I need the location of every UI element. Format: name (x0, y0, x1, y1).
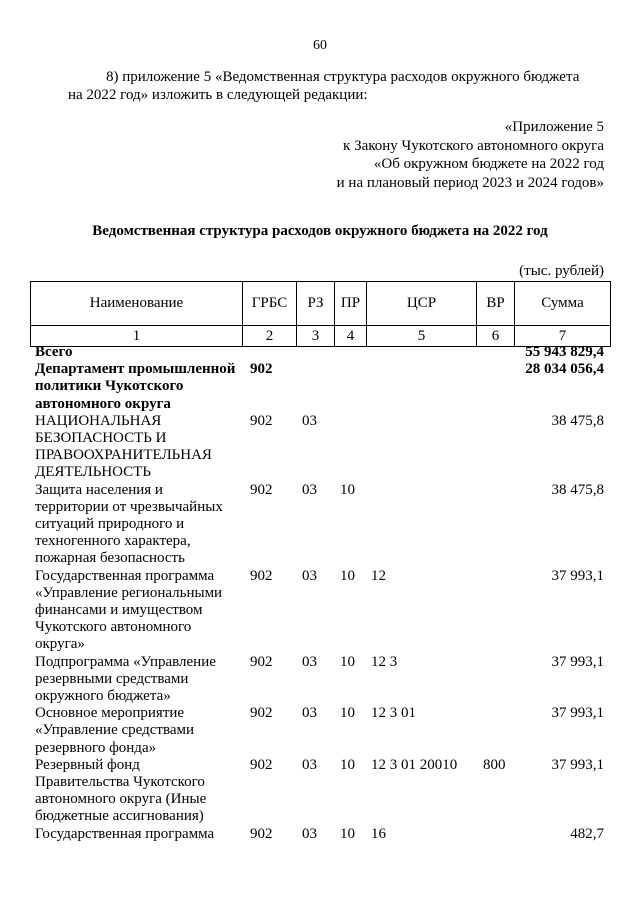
cell-name-line: финансами и имуществом (35, 602, 203, 619)
column-number: 3 (297, 326, 335, 347)
cell-grbs: 902 (250, 653, 273, 670)
cell-csr: 12 3 01 20010 (371, 756, 458, 773)
cell-grbs: 902 (250, 825, 273, 842)
cell-rz: 03 (302, 756, 317, 773)
header-name: Наименование (31, 282, 243, 326)
cell-name-line: ДЕЯТЕЛЬНОСТЬ (35, 464, 151, 481)
column-number: 4 (335, 326, 367, 347)
table-row (0, 568, 640, 654)
cell-pr: 10 (340, 653, 355, 670)
cell-grbs: 902 (250, 412, 273, 429)
cell-rz: 03 (302, 653, 317, 670)
intro-paragraph (68, 68, 613, 104)
cell-name-line: автономного округа (Иные (35, 791, 207, 808)
cell-rz: 03 (302, 705, 317, 722)
column-number: 1 (31, 326, 243, 347)
table-row (0, 826, 640, 843)
table-row (0, 482, 640, 568)
cell-name-line: Подпрограмма «Управление (35, 653, 216, 670)
cell-name (35, 361, 247, 413)
cell-name-line: ПРАВООХРАНИТЕЛЬНАЯ (35, 447, 212, 464)
column-number: 6 (477, 326, 515, 347)
cell-rz: 03 (302, 481, 317, 498)
cell-pr: 10 (340, 567, 355, 584)
cell-sum: 55 943 829,4 (525, 344, 604, 360)
table-row (0, 705, 640, 757)
cell-sum: 37 993,1 (551, 756, 604, 773)
appendix-line: и на плановый период 2023 и 2024 годов» (336, 174, 604, 191)
cell-name-line: окружного бюджета» (35, 688, 171, 705)
cell-name (35, 757, 247, 826)
cell-name-line: Резервный фонд (35, 756, 140, 773)
cell-sum: 38 475,8 (551, 481, 604, 498)
appendix-header (337, 118, 604, 192)
cell-name-line: «Управление региональными (35, 584, 223, 601)
cell-grbs: 902 (250, 361, 273, 378)
column-number: 7 (515, 326, 611, 347)
cell-grbs: 902 (250, 567, 273, 584)
cell-sum: 37 993,1 (551, 567, 604, 584)
cell-name-line: Чукотского автономного (35, 619, 192, 636)
appendix-line: «Приложение 5 (504, 119, 604, 135)
cell-pr: 10 (340, 481, 355, 498)
cell-name-line: резервного фонда» (35, 739, 157, 756)
table-row (0, 361, 640, 413)
header-grbs: ГРБС (243, 282, 297, 326)
table-row (0, 654, 640, 706)
cell-name-line: территории от чрезвычайных (35, 498, 223, 515)
table-body (0, 344, 640, 843)
cell-name-line: Правительства Чукотского (35, 774, 205, 791)
cell-grbs: 902 (250, 705, 273, 722)
table-row (0, 344, 640, 361)
cell-sum: 37 993,1 (551, 653, 604, 670)
page-number: 60 (313, 38, 327, 53)
cell-name-line: резервными средствами (35, 670, 189, 687)
cell-grbs: 902 (250, 756, 273, 773)
cell-name (35, 654, 247, 706)
header-sum: Сумма (515, 282, 611, 326)
header-rz: РЗ (297, 282, 335, 326)
cell-name-line: техногенного характера, (35, 533, 191, 550)
cell-name-line: «Управление средствами (35, 722, 195, 739)
cell-name (35, 568, 247, 654)
cell-csr: 12 (371, 567, 386, 584)
header-csr: ЦСР (367, 282, 477, 326)
cell-sum: 28 034 056,4 (525, 361, 604, 378)
cell-name-line: ситуаций природного и (35, 516, 185, 533)
table-header (30, 281, 611, 347)
cell-rz: 03 (302, 567, 317, 584)
column-number: 5 (367, 326, 477, 347)
cell-name-line: бюджетные ассигнования) (35, 808, 204, 825)
cell-name (35, 482, 247, 568)
table-row (0, 413, 640, 482)
cell-sum: 37 993,1 (551, 705, 604, 722)
cell-pr: 10 (340, 756, 355, 773)
cell-name-line: НАЦИОНАЛЬНАЯ (35, 412, 162, 429)
cell-name-line: Всего (35, 344, 73, 360)
cell-csr: 16 (371, 825, 386, 842)
cell-sum: 38 475,8 (551, 412, 604, 429)
cell-rz: 03 (302, 412, 317, 429)
cell-name-line: Департамент промышленной (35, 361, 236, 378)
header-vr: ВР (477, 282, 515, 326)
cell-name-line: автономного округа (35, 395, 171, 412)
cell-rz: 03 (302, 825, 317, 842)
column-number: 2 (243, 326, 297, 347)
intro-line-1: 8) приложение 5 «Ведомственная структура расходов окружного бюджета (106, 69, 580, 85)
cell-name (35, 705, 247, 757)
cell-name-line: Основное мероприятие (35, 705, 185, 722)
cell-name-line: пожарная безопасность (35, 550, 185, 567)
cell-csr: 12 3 (371, 653, 398, 670)
cell-vr: 800 (483, 756, 506, 773)
cell-name-line: Защита населения и (35, 481, 163, 498)
appendix-line: «Об окружном бюджете на 2022 год (373, 156, 604, 172)
cell-pr: 10 (340, 705, 355, 722)
intro-line-2: на 2022 год» изложить в следующей редакции: (68, 87, 368, 103)
cell-name-line: политики Чукотского (35, 378, 184, 395)
appendix-line: к Закону Чукотского автономного округа (343, 137, 604, 154)
cell-name (35, 826, 247, 843)
cell-name-line: БЕЗОПАСНОСТЬ И (35, 430, 167, 447)
units-label: (тыс. рублей) (519, 263, 604, 279)
cell-grbs: 902 (250, 481, 273, 498)
header-pr: ПР (335, 282, 367, 326)
cell-sum: 482,7 (570, 825, 604, 842)
document-title: Ведомственная структура расходов окружного бюджета на 2022 год (92, 223, 548, 239)
cell-name-line: округа» (35, 636, 85, 653)
table-row (0, 757, 640, 826)
cell-name (35, 344, 247, 361)
cell-name-line: Государственная программа (35, 567, 215, 584)
cell-name-line: Государственная программа (35, 825, 215, 842)
cell-csr: 12 3 01 (371, 705, 416, 722)
cell-pr: 10 (340, 825, 355, 842)
cell-name (35, 413, 247, 482)
